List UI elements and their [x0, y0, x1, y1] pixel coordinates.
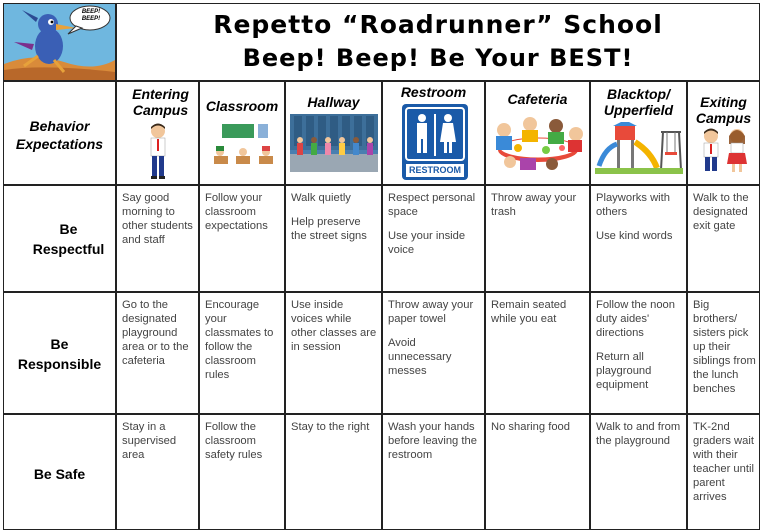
cell-safe-classroom — [199, 414, 285, 530]
expectation-text — [205, 420, 281, 472]
expectation-line: Encourage your classmates to follow the classroom rules — [205, 299, 274, 381]
col-entering-campus — [116, 81, 199, 185]
expectation-text — [693, 298, 756, 406]
cell-responsible-restroom — [382, 292, 485, 414]
expectation-line: No sharing food — [491, 421, 570, 433]
col-label: Entering Campus — [132, 86, 189, 118]
cell-safe-cafeteria — [485, 414, 590, 530]
cell-respectful-exiting — [687, 185, 760, 292]
expectation-text — [291, 420, 378, 444]
cell-safe-blacktop — [590, 414, 687, 530]
expectation-line: Big brothers/ sisters pick up their siblings from the lunch benches — [693, 299, 756, 395]
expectation-text — [122, 420, 195, 472]
cell-safe-entering — [116, 414, 199, 530]
expectation-text — [596, 191, 683, 253]
cell-responsible-entering — [116, 292, 199, 414]
expectation-line: Avoid unnecessary messes — [388, 337, 452, 377]
cell-safe-restroom — [382, 414, 485, 530]
expectation-text — [205, 191, 281, 243]
expectation-text — [491, 191, 586, 229]
cell-responsible-classroom — [199, 292, 285, 414]
expectation-line: Use kind words — [596, 230, 673, 242]
row-label-responsible: Be Responsible — [17, 336, 102, 372]
beep-text-1: BEEP! — [81, 9, 101, 15]
col-label: Classroom — [205, 98, 279, 114]
expectation-text — [388, 298, 481, 388]
col-restroom — [382, 81, 485, 185]
col-label: Blacktop/ Upperfield — [603, 86, 674, 118]
row-label-respectful: Be Respectful — [32, 221, 105, 257]
title-cell — [116, 3, 760, 81]
restroom-sign-icon — [402, 104, 468, 180]
cell-responsible-cafeteria — [485, 292, 590, 414]
student-boy-icon — [145, 122, 171, 182]
col-exiting-campus — [687, 81, 760, 185]
cell-responsible-exiting — [687, 292, 760, 414]
col-cafeteria — [485, 81, 590, 185]
expectation-line: Throw away your paper towel — [388, 299, 474, 325]
cell-respectful-blacktop — [590, 185, 687, 292]
expectation-text — [491, 298, 586, 336]
row-label-cell — [3, 414, 116, 530]
expectation-line: Return all playground equipment — [596, 351, 652, 391]
expectation-line: Walk to and from the playground — [596, 421, 681, 447]
expectation-text — [693, 420, 756, 514]
expectation-line: Follow the noon duty aides' directions — [596, 299, 675, 339]
corner-cell — [3, 81, 116, 185]
col-label: Restroom — [400, 84, 467, 100]
expectation-line: Walk quietly — [291, 192, 351, 204]
expectation-line: Stay to the right — [291, 421, 370, 433]
expectation-line: Follow the classroom safety rules — [205, 421, 263, 461]
cafeteria-kids-icon — [490, 114, 586, 172]
school-motto: Beep! Beep! Be Your BEST! — [242, 44, 634, 72]
restroom-sign-text: RESTROOM — [406, 164, 464, 177]
expectation-line: Respect personal space — [388, 192, 476, 218]
col-label: Exiting Campus — [695, 94, 752, 126]
expectation-line: Follow your classroom expectations — [205, 192, 268, 232]
playground-icon — [595, 122, 683, 174]
row-label-cell — [3, 292, 116, 414]
expectation-text — [122, 191, 195, 257]
col-label: Hallway — [307, 94, 360, 110]
expectation-line: Use your inside voice — [388, 230, 466, 256]
expectation-line: TK-2nd graders wait with their teacher until parent arrives — [693, 421, 754, 503]
col-blacktop-upperfield — [590, 81, 687, 185]
expectation-line: Wash your hands before leaving the restroom — [388, 421, 477, 461]
row-label-safe: Be Safe — [33, 466, 86, 482]
expectation-line: Stay in a supervised area — [122, 421, 177, 461]
hallway-students-icon — [290, 114, 378, 172]
expectation-line: Throw away your trash — [491, 192, 577, 218]
expectation-line: Remain seated while you eat — [491, 299, 567, 325]
expectation-line: Go to the designated playground area or to the cafeteria — [122, 299, 189, 367]
row-label-cell — [3, 185, 116, 292]
beep-text-2: BEEP! — [81, 16, 101, 22]
expectation-text — [291, 191, 378, 253]
expectation-text — [693, 191, 756, 243]
expectation-text — [596, 420, 683, 458]
expectation-text — [596, 298, 683, 402]
col-classroom — [199, 81, 285, 185]
cell-respectful-hallway — [285, 185, 382, 292]
col-hallway — [285, 81, 382, 185]
expectation-line: Walk to the designated exit gate — [693, 192, 749, 232]
expectation-text — [388, 420, 481, 472]
expectation-line: Playworks with others — [596, 192, 670, 218]
cell-responsible-hallway — [285, 292, 382, 414]
speech-bubble — [76, 9, 106, 23]
school-title: Repetto “Roadrunner” School — [213, 10, 663, 39]
cell-respectful-entering — [116, 185, 199, 292]
expectation-line: Help preserve the street signs — [291, 216, 367, 242]
cell-responsible-blacktop — [590, 292, 687, 414]
behavior-matrix — [3, 3, 760, 530]
expectation-line: Say good morning to other students and staff — [122, 192, 193, 246]
expectation-text — [205, 298, 281, 392]
expectation-text — [291, 298, 378, 364]
restroom-figures — [402, 104, 468, 164]
logo-cell — [3, 3, 116, 81]
col-label: Cafeteria — [507, 91, 568, 107]
classroom-icon — [212, 122, 274, 166]
students-pair-icon — [697, 128, 753, 174]
cell-safe-hallway — [285, 414, 382, 530]
cell-respectful-restroom — [382, 185, 485, 292]
expectation-text — [388, 191, 481, 267]
cell-respectful-cafeteria — [485, 185, 590, 292]
expectation-text — [491, 420, 586, 444]
behavior-expectations-label: Behavior Expectations — [15, 118, 104, 152]
cell-safe-exiting — [687, 414, 760, 530]
cell-respectful-classroom — [199, 185, 285, 292]
expectation-text — [122, 298, 195, 378]
expectation-line: Use inside voices while other classes are in session — [291, 299, 377, 353]
